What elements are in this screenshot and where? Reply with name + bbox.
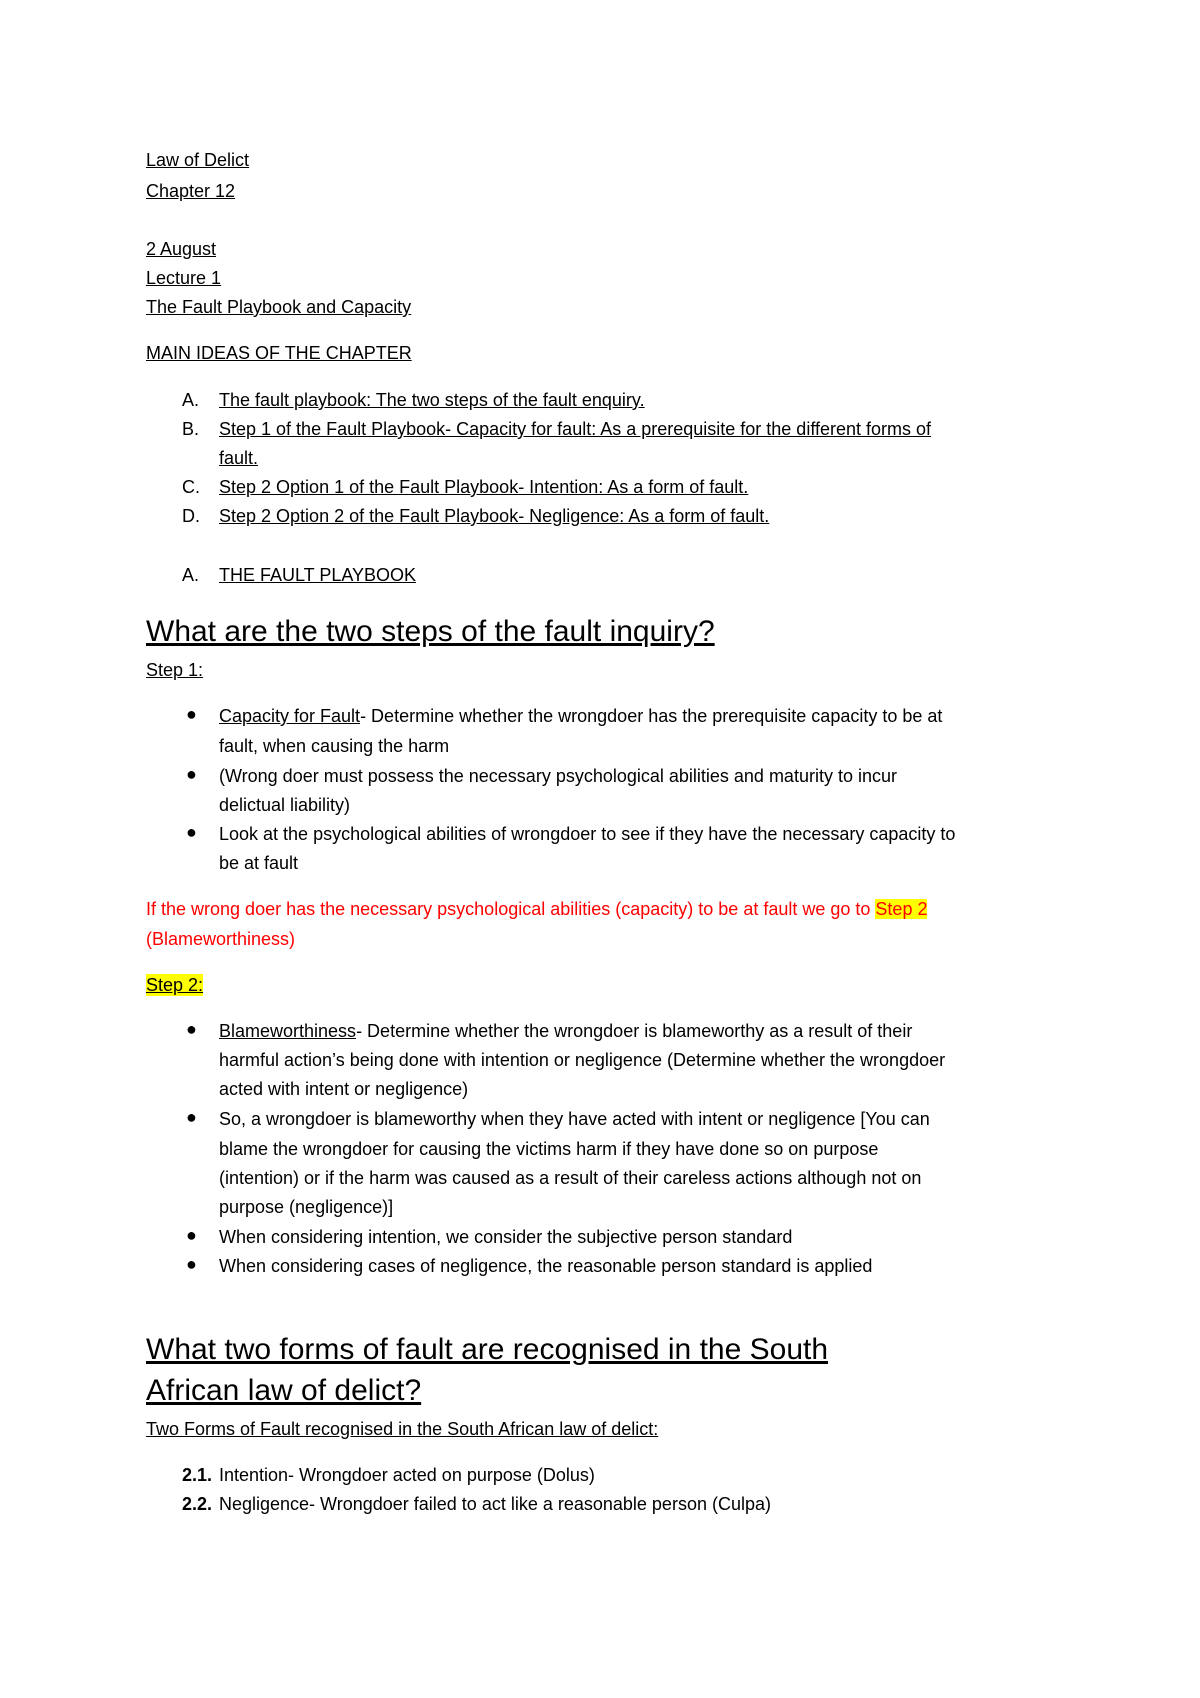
red-note-line1: If the wrong doer has the necessary psychological abilities (capacity) to be at fault we go to Step 2 — [146, 899, 928, 919]
step2-bullet-1-line1: Blameworthiness- Determine whether the wrongdoer is blameworthy as a result of their — [219, 1021, 913, 1041]
capacity-for-fault-term: Capacity for Fault — [219, 706, 361, 726]
main-idea-a: The fault playbook: The two steps of the fault enquiry. — [219, 390, 645, 410]
bullet-icon: ● — [186, 764, 197, 784]
fault-form-number: 2.2. — [182, 1494, 213, 1514]
bullet-icon: ● — [186, 1254, 197, 1274]
main-idea-b-line2: fault. — [219, 448, 259, 468]
step1-bullet-3-line2: be at fault — [219, 853, 299, 873]
bullet-icon: ● — [186, 1107, 197, 1127]
bullet-icon: ● — [186, 704, 197, 724]
step-1-label: Step 1: — [146, 660, 204, 680]
step2-bullet-2-line2: blame the wrongdoer for causing the victims harm if they have done so on purpose — [219, 1139, 879, 1159]
main-idea-letter-a: A. — [182, 390, 200, 410]
main-idea-b-line1: Step 1 of the Fault Playbook- Capacity for fault: As a prerequisite for the different forms of — [219, 419, 932, 439]
fault-form-intention: Intention- Wrongdoer acted on purpose (Dolus) — [219, 1465, 595, 1485]
step-2-highlight: Step 2 — [875, 899, 928, 919]
step1-bullet-1-line1: Capacity for Fault- Determine whether the wrongdoer has the prerequisite capacity to be at — [219, 706, 943, 726]
bullet-icon: ● — [186, 1225, 197, 1245]
lecture-topic: The Fault Playbook and Capacity — [146, 297, 412, 317]
bullet-icon: ● — [186, 822, 197, 842]
lecture-date: 2 August — [146, 239, 217, 259]
step1-bullet-3-line1: Look at the psychological abilities of wrongdoer to see if they have the necessary capacity to — [219, 824, 956, 844]
step2-bullet-4: When considering cases of negligence, the reasonable person standard is applied — [219, 1256, 873, 1276]
main-idea-letter-c: C. — [182, 477, 200, 497]
doc-title: Law of Delict — [146, 150, 250, 170]
forms-of-fault-subheading: Two Forms of Fault recognised in the South African law of delict: — [146, 1419, 659, 1439]
fault-form-negligence: Negligence- Wrongdoer failed to act like a reasonable person (Culpa) — [219, 1494, 771, 1514]
section-a-letter: A. — [182, 565, 200, 585]
step2-bullet-3: When considering intention, we consider the subjective person standard — [219, 1227, 793, 1247]
chapter-label: Chapter 12 — [146, 181, 236, 201]
step-2-label: Step 2: — [146, 975, 204, 995]
red-note-line2: (Blameworthiness) — [146, 929, 296, 949]
step2-bullet-2-line4: purpose (negligence)] — [219, 1197, 394, 1217]
main-idea-c: Step 2 Option 1 of the Fault Playbook- Intention: As a form of fault. — [219, 477, 749, 497]
main-idea-letter-d: D. — [182, 506, 200, 526]
step2-bullet-2-line1: So, a wrongdoer is blameworthy when they have acted with intent or negligence [You can — [219, 1109, 930, 1129]
blameworthiness-term: Blameworthiness — [219, 1021, 357, 1041]
step2-bullet-1-line3: acted with intent or negligence) — [219, 1079, 469, 1099]
section-a-title: THE FAULT PLAYBOOK — [219, 565, 417, 585]
question-2-heading-line1: What two forms of fault are recognised in the South — [146, 1333, 829, 1366]
question-2-heading-line2: African law of delict? — [146, 1374, 422, 1407]
main-ideas-heading: MAIN IDEAS OF THE CHAPTER — [146, 343, 412, 363]
question-1-heading: What are the two steps of the fault inquiry? — [146, 615, 715, 648]
main-idea-letter-b: B. — [182, 419, 200, 439]
fault-form-number: 2.1. — [182, 1465, 213, 1485]
step2-bullet-1-line2: harmful action’s being done with intention or negligence (Determine whether the wrongdoer — [219, 1050, 946, 1070]
bullet-icon: ● — [186, 1019, 197, 1039]
main-idea-d: Step 2 Option 2 of the Fault Playbook- Negligence: As a form of fault. — [219, 506, 770, 526]
step1-bullet-1-line2: fault, when causing the harm — [219, 736, 450, 756]
step2-bullet-2-line3: (intention) or if the harm was caused as a result of their careless actions although not on — [219, 1168, 922, 1188]
step1-bullet-2-line1: (Wrong doer must possess the necessary psychological abilities and maturity to incur — [219, 766, 897, 786]
step1-bullet-2-line2: delictual liability) — [219, 795, 351, 815]
lecture-number: Lecture 1 — [146, 268, 222, 288]
